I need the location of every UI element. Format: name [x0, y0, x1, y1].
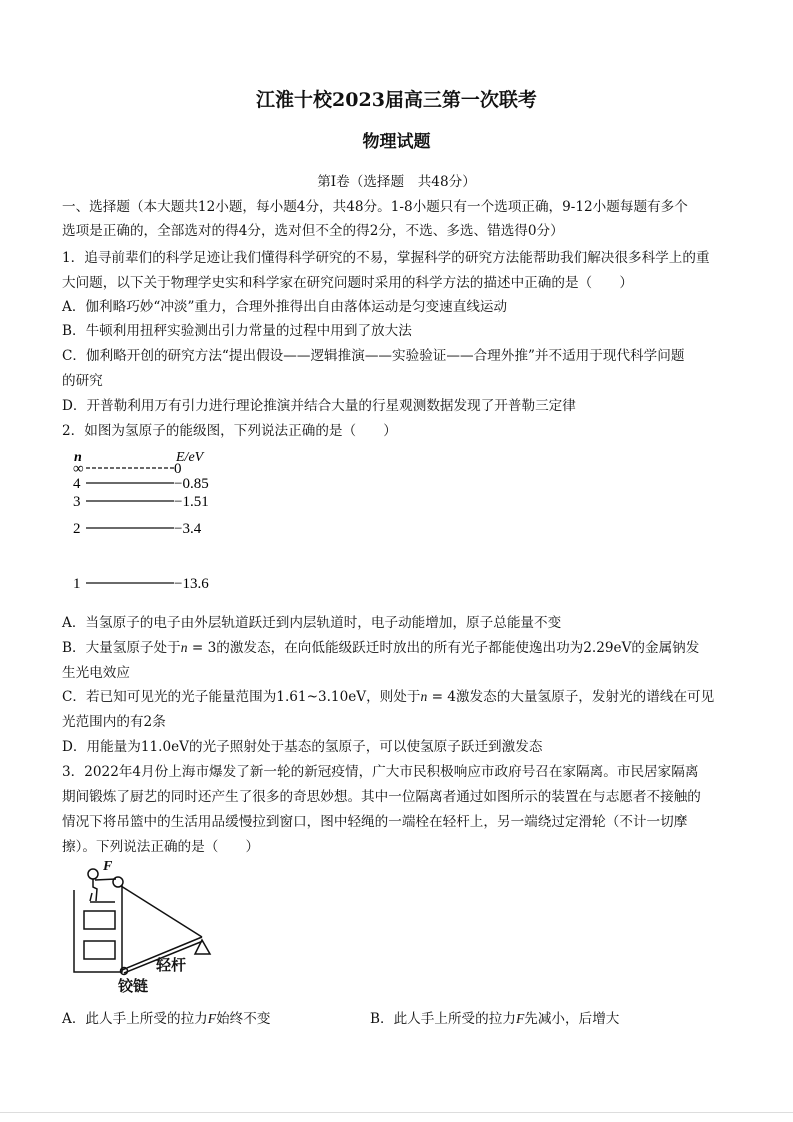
level-energy-label: −13.6 [174, 576, 209, 592]
q1-stem: 1．追寻前辈们的科学足迹让我们懂得科学研究的不易，掌握科学的研究方法能帮助我们解决很多科学上的重 [62, 250, 710, 266]
text: 始终不变 [216, 1011, 271, 1027]
pulley-figure [60, 855, 260, 995]
variable: n [420, 689, 428, 704]
instructions-line: 一、选择题（本大题共12小题，每小题4分，共48分。1-8小题只有一个选项正确，9-12小题每题有多个 [62, 199, 688, 215]
page-bottom-divider [0, 1112, 793, 1113]
energy-level-diagram [70, 448, 230, 594]
q1-option-c-cont: 的研究 [62, 373, 103, 389]
q2-option-b-cont: 生光电效应 [62, 665, 130, 681]
q1-option-d: D．开普勒利用万有引力进行理论推演并结合大量的行星观测数据发现了开普勒三定律 [62, 398, 576, 414]
level-energy-label: −1.51 [174, 494, 209, 510]
q3-stem: 情况下将吊篮中的生活用品缓慢拉到窗口，图中轻绳的一端栓在轻杆上，另一端绕过定滑轮（不计一切摩 [62, 814, 688, 830]
energy-levels [73, 461, 209, 592]
e-axis-label: E/eV [176, 450, 204, 465]
q2-stem: 2．如图为氢原子的能级图，下列说法正确的是（ ） [62, 423, 397, 439]
text: C．若已知可见光的光子能量范围为1.61~3.10eV，则处于 [62, 689, 421, 705]
level-energy-label: 0 [174, 461, 182, 477]
q3-option-a [62, 1009, 270, 1029]
rod-label: 轻杆 [156, 956, 187, 974]
level-n-label: ∞ [73, 461, 84, 477]
subject-title: 物理试题 [362, 132, 431, 152]
level-n-label: 1 [73, 576, 81, 592]
q1-option-a: A．伽利略巧妙“冲淡”重力，合理外推得出自由落体运动是匀变速直线运动 [62, 299, 508, 315]
section-heading: 第Ⅰ卷（选择题 共48分） [317, 174, 476, 190]
text: 先减小，后增大 [524, 1011, 620, 1027]
hinge-label: 铰链 [118, 977, 149, 995]
q2-option-d: D．用能量为11.0eV的光子照射处于基态的氢原子，可以使氢原子跃迁到激发态 [62, 739, 543, 755]
text: = 3的激发态，在向低能级跃迁时放出的所有光子都能使逸出功为2.29eV的金属钠发 [187, 640, 700, 656]
q3-stem: 期间锻炼了厨艺的同时还产生了很多的奇思妙想。其中一位隔离者通过如图所示的装置在与志愿者不接触的 [62, 789, 701, 805]
text: A．此人手上所受的拉力 [62, 1011, 208, 1027]
q3-stem: 擦）。下列说法正确的是（ ） [62, 839, 260, 855]
q3-stem: 3．2022年4月份上海市爆发了新一轮的新冠疫情，广大市民积极响应市政府号召在家隔离。市民居家隔离 [62, 764, 699, 780]
level-energy-label: −3.4 [174, 521, 202, 537]
n-axis-label: n [74, 450, 82, 465]
instructions-line: 选项是正确的，全部选对的得4分，选对但不全的得2分，不选、多选、错选得0分） [62, 223, 564, 239]
q1-option-c: C．伽利略开创的研究方法“提出假设——逻辑推演——实验验证——合理外推”并不适用于现代科学问题 [62, 348, 685, 364]
q3-option-b [370, 1009, 619, 1029]
force-label: F [103, 859, 113, 874]
variable: F [515, 1011, 525, 1026]
text: = 4激发态的大量氢原子，发射光的谱线在可见 [427, 689, 715, 705]
q2-option-b [62, 638, 699, 658]
q1-stem: 大问题，以下关于物理学史实和科学家在研究问题时采用的科学方法的描述中正确的是（ ） [62, 275, 633, 291]
variable: F [207, 1011, 217, 1026]
level-n-label: 4 [73, 476, 81, 492]
exam-title: 江淮十校2023届高三第一次联考 [256, 89, 537, 111]
text: B．大量氢原子处于 [62, 640, 181, 656]
level-n-label: 2 [73, 521, 81, 537]
q2-option-c-cont: 光范围内的有2条 [62, 714, 166, 730]
text: B．此人手上所受的拉力 [370, 1011, 516, 1027]
q2-option-a: A．当氢原子的电子由外层轨道跃迁到内层轨道时，电子动能增加，原子总能量不变 [62, 615, 562, 631]
variable: n [180, 640, 188, 655]
level-n-label: 3 [73, 494, 81, 510]
level-energy-label: −0.85 [174, 476, 209, 492]
q2-option-c [62, 687, 714, 707]
q1-option-b: B．牛顿利用扭秤实验测出引力常量的过程中用到了放大法 [62, 323, 412, 339]
